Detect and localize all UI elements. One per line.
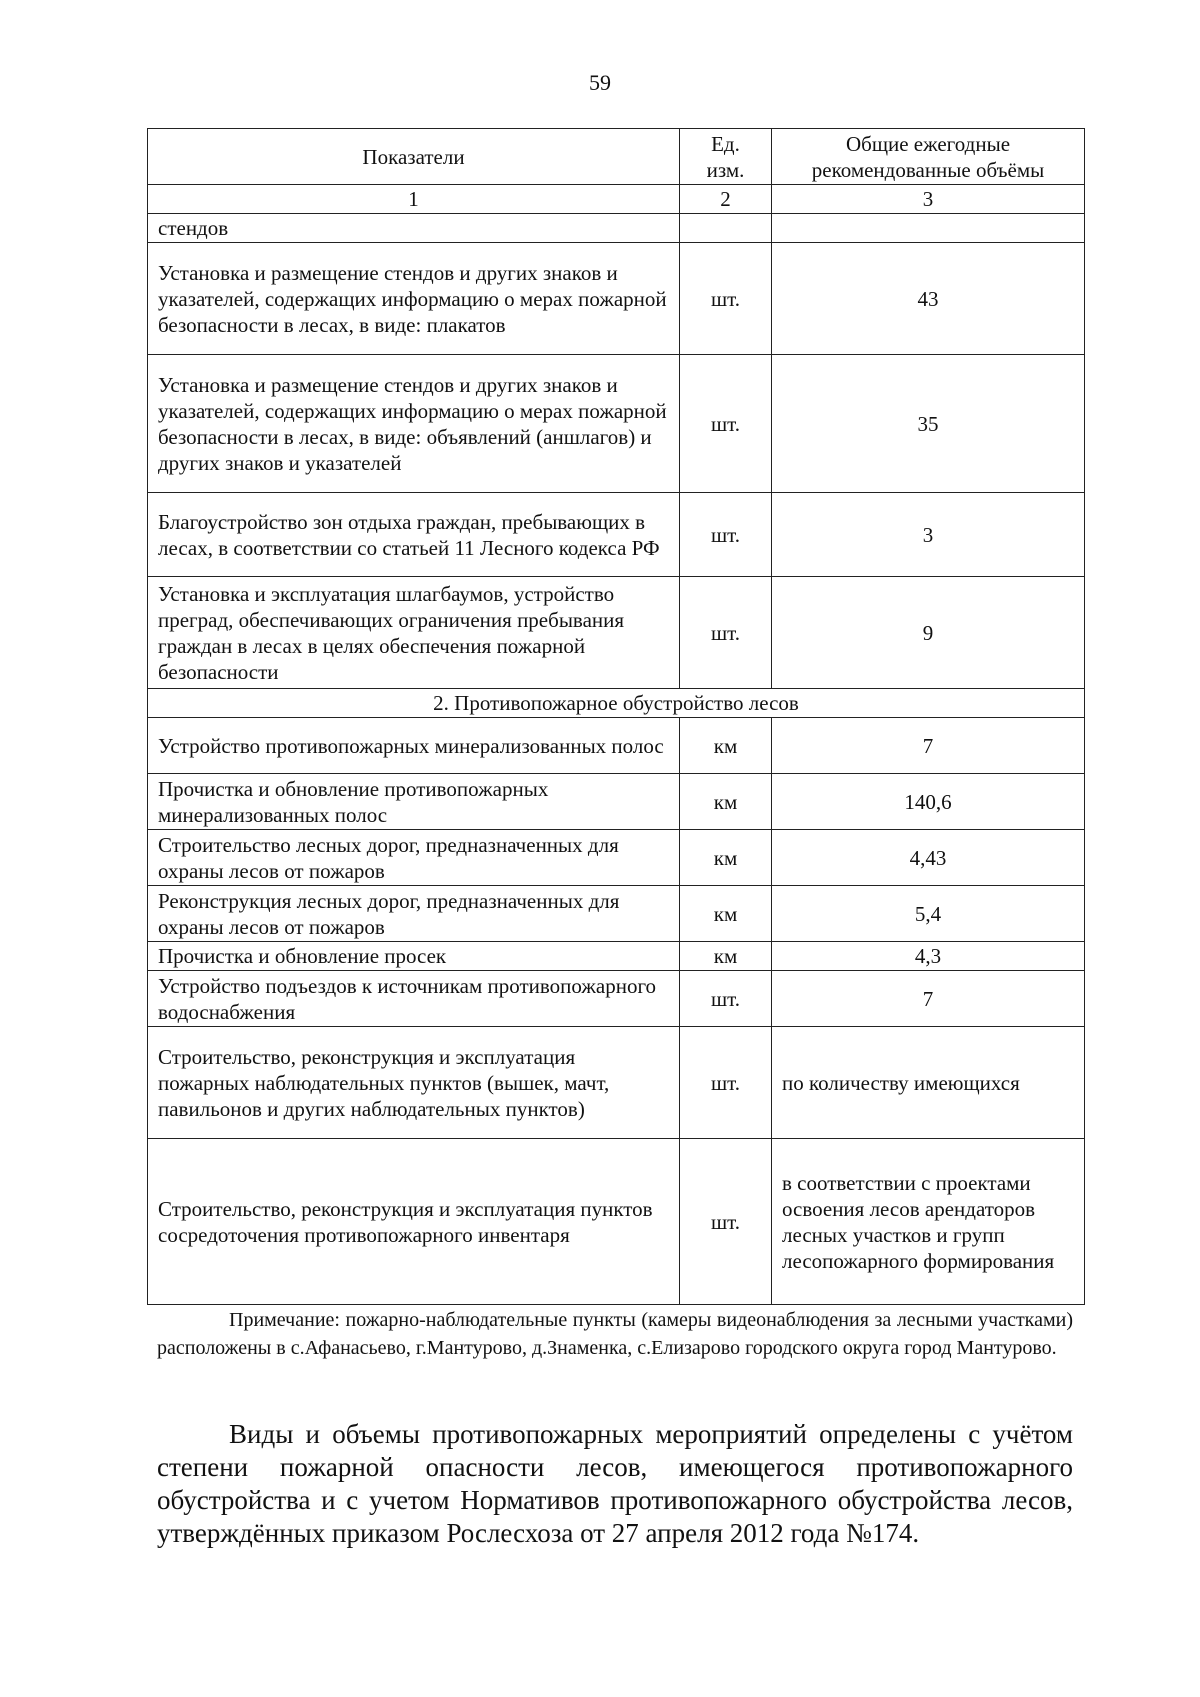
header-unit: Ед. изм.: [680, 129, 772, 185]
row-value: 3: [772, 493, 1085, 577]
table-row: [148, 942, 1085, 971]
row-value: 9: [772, 577, 1085, 689]
table-row: [148, 1027, 1085, 1139]
row-value: 35: [772, 355, 1085, 493]
table-row: [148, 243, 1085, 355]
row-name: Прочистка и обновление просек: [148, 942, 680, 971]
row-unit: шт.: [680, 577, 772, 689]
table-row: [148, 1139, 1085, 1305]
row-value: 4,43: [772, 830, 1085, 886]
table-row: [148, 971, 1085, 1027]
table-row: [148, 718, 1085, 774]
table-header-row: [148, 129, 1085, 185]
row-name: Благоустройство зон отдыха граждан, пребывающих в лесах, в соответствии со статьей 11 Лесного кодекса РФ: [148, 493, 680, 577]
row-value: 7: [772, 971, 1085, 1027]
table-note: Примечание: пожарно-наблюдательные пункты (камеры видеонаблюдения за лесными участками) расположены в с.Афанасьево, г.Мантурово, д.Знаменка, с.Елизарово городского округа город Мантурово.: [157, 1309, 1073, 1359]
table-row: [148, 774, 1085, 830]
body-paragraph: Виды и объемы противопожарных мероприятий определены с учётом степени пожарной опасности лесов, имеющегося противопожарного обустройства и с учетом Нормативов противопожарного обустройства лесов, утверждённых приказом Рослесхоза от 27 апреля 2012 года №174.: [157, 1419, 1073, 1548]
row-value: 4,3: [772, 942, 1085, 971]
row-value: 7: [772, 718, 1085, 774]
column-number-2: 2: [680, 185, 772, 214]
row-name: Установка и размещение стендов и других знаков и указателей, содержащих информацию о мерах пожарной безопасности в лесах, в виде: объявлений (аншлагов) и других знаков и указателей: [148, 355, 680, 493]
table-row: [148, 355, 1085, 493]
table-row: [148, 493, 1085, 577]
row-value: 43: [772, 243, 1085, 355]
column-number-1: 1: [148, 185, 680, 214]
row-unit: шт.: [680, 1027, 772, 1139]
row-unit: км: [680, 718, 772, 774]
table-row: [148, 214, 1085, 243]
section-2-title: 2. Противопожарное обустройство лесов: [148, 689, 1085, 718]
row-unit: км: [680, 942, 772, 971]
row-unit: шт.: [680, 243, 772, 355]
row-unit: [680, 214, 772, 243]
row-name: Прочистка и обновление противопожарных минерализованных полос: [148, 774, 680, 830]
header-volumes: Общие ежегодные рекомендованные объёмы: [772, 129, 1085, 185]
row-unit: шт.: [680, 1139, 772, 1305]
row-unit: км: [680, 886, 772, 942]
row-name: Строительство, реконструкция и эксплуатация пожарных наблюдательных пунктов (вышек, мачт, павильонов и других наблюдательных пунктов): [148, 1027, 680, 1139]
row-name: Установка и эксплуатация шлагбаумов, устройство преград, обеспечивающих ограничения пребывания граждан в лесах в целях обеспечения пожарной безопасности: [148, 577, 680, 689]
section-title-row: [148, 689, 1085, 718]
row-unit: шт.: [680, 971, 772, 1027]
row-name: Реконструкция лесных дорог, предназначенных для охраны лесов от пожаров: [148, 886, 680, 942]
table-row: [148, 577, 1085, 689]
row-name: Строительство, реконструкция и эксплуатация пунктов сосредоточения противопожарного инвентаря: [148, 1139, 680, 1305]
row-name: стендов: [148, 214, 680, 243]
table-row: [148, 886, 1085, 942]
column-number-3: 3: [772, 185, 1085, 214]
header-indicators: Показатели: [148, 129, 680, 185]
row-value: в соответствии с проектами освоения лесов арендаторов лесных участков и групп лесопожарного формирования: [772, 1139, 1085, 1305]
row-name: Установка и размещение стендов и других знаков и указателей, содержащих информацию о мерах пожарной безопасности в лесах, в виде: плакатов: [148, 243, 680, 355]
column-number-row: [148, 185, 1085, 214]
row-unit: км: [680, 774, 772, 830]
page-number: 59: [589, 70, 611, 95]
row-unit: шт.: [680, 355, 772, 493]
row-unit: км: [680, 830, 772, 886]
row-name: Устройство противопожарных минерализованных полос: [148, 718, 680, 774]
fire-prevention-table: [147, 128, 1085, 1305]
table-row: [148, 830, 1085, 886]
row-name: Устройство подъездов к источникам противопожарного водоснабжения: [148, 971, 680, 1027]
row-unit: шт.: [680, 493, 772, 577]
row-value: по количеству имеющихся: [772, 1027, 1085, 1139]
row-value: 140,6: [772, 774, 1085, 830]
row-value: 5,4: [772, 886, 1085, 942]
row-name: Строительство лесных дорог, предназначенных для охраны лесов от пожаров: [148, 830, 680, 886]
row-value: [772, 214, 1085, 243]
